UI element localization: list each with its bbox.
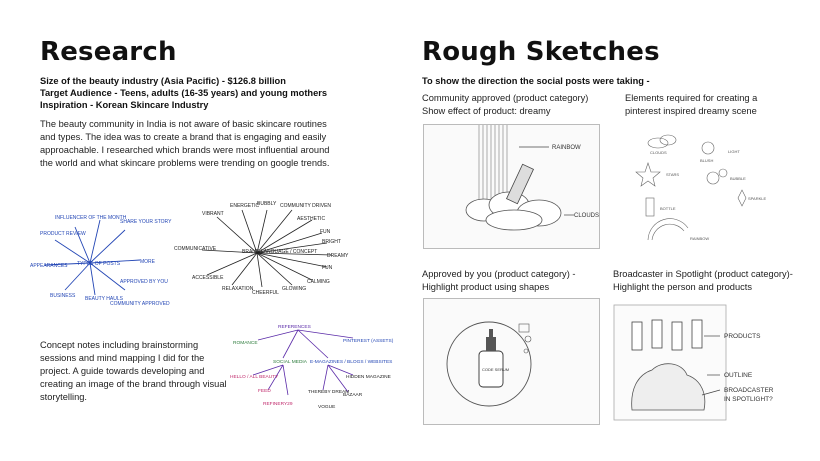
mindmap3-node: REFINERY29 — [263, 402, 293, 407]
mindmap3-node: ROMANCE — [233, 341, 258, 346]
clouds-label: CLOUDS — [574, 213, 600, 219]
mindmap2-node: COMMUNITY DRIVEN — [280, 203, 332, 209]
mindmap1-node: APPROVED BY YOU — [120, 279, 168, 285]
mindmap-references — [228, 320, 394, 410]
mindmap3-node: SOCIAL MEDIA — [273, 360, 307, 365]
mindmap2-node: ACCESSIBLE — [192, 275, 224, 281]
sketch-3-caption: Approved by you (product category) - Highlight product using shapes — [422, 269, 576, 292]
mindmap3-node: THEREBY DREAM — [308, 390, 350, 395]
research-intro: The beauty community in India is not aware of basic skincare routines and types. The idea was to create a brand that is engaging and easily approachable. I researched which brands were most influential around the world and what skincare problems were trending on google trends. — [40, 119, 330, 168]
svg-text:CLOUDS: CLOUDS — [650, 150, 667, 155]
mindmap3-node: HELLO / ALL BEAUTY — [230, 375, 279, 380]
sketch-broadcaster — [612, 300, 812, 425]
mindmap3-center: REFERENCES — [278, 325, 311, 330]
mindmap3-node: E-MAGAZINES / BLOGS / WEBSITES — [310, 360, 393, 365]
mindmap2-node: FUN — [320, 229, 331, 235]
sketches-title: Rough Sketches — [422, 37, 660, 67]
mindmap2-node: CHEERFUL — [252, 290, 279, 296]
outline-label: OUTLINE — [724, 372, 753, 379]
mindmap1-node: BEAUTY HAULS — [85, 296, 123, 302]
mindmap1-node: INFLUENCER OF THE MONTH — [55, 215, 127, 221]
mindmap2-center: BRAND LANGUAGE / CONCEPT — [242, 249, 318, 255]
research-title: Research — [40, 37, 177, 67]
sketch-4-caption: Broadcaster in Spotlight (product category)- Highlight the person and products — [613, 269, 793, 292]
fact-inspiration: Inspiration - Korean Skincare Industry — [40, 100, 209, 110]
mindmap2-node: DREAMY — [327, 253, 349, 259]
mindmap3-node: PINTEREST (ASSETS) — [343, 339, 394, 344]
products-label: PRODUCTS — [724, 333, 761, 340]
mindmap3-node: FEED — [258, 389, 271, 394]
mindmap-brand-language — [172, 195, 347, 305]
mindmap1-center: TYPES OF POSTS — [77, 261, 121, 267]
rainbow-label: RAINBOW — [552, 145, 581, 151]
svg-text:LIGHT: LIGHT — [728, 149, 740, 154]
research-facts — [40, 75, 380, 111]
mindmap3-node: VOGUE — [318, 405, 336, 410]
svg-text:STARS: STARS — [666, 172, 680, 177]
mindmap3-node: BAZAAR — [343, 393, 363, 398]
mindmap-types-of-posts — [30, 205, 170, 315]
mindmap2-node: GLOWING — [282, 286, 307, 292]
sketches-subtitle: To show the direction the social posts were taking - — [422, 76, 650, 86]
mindmap1-node: MORE — [140, 259, 155, 265]
mindmap2-node: COMMUNICATIVE — [174, 246, 217, 252]
mindmap1-node: PRODUCT REVIEW — [40, 231, 86, 237]
mindmap1-node: COMMUNITY APPROVED — [110, 301, 170, 307]
spotlight-label: IN SPOTLIGHT? — [724, 396, 773, 403]
mindmap2-node: RELAXATION — [222, 286, 254, 292]
sketch-approved-by-you — [423, 298, 600, 425]
concept-notes: Concept notes including brainstorming sessions and mind mapping I did for the project. A guide towards developing and creating an image of the brand through visual storytelling. — [40, 340, 227, 402]
mindmap2-node: AESTHETIC — [297, 216, 326, 222]
mindmap1-node: BUSINESS — [50, 293, 76, 299]
fact-target-audience: Target Audience - Teens, adults (16-35 years) and young mothers — [40, 88, 328, 98]
svg-text:BUBBLE: BUBBLE — [730, 176, 746, 181]
sketch-1-caption: Community approved (product category) Show effect of product: dreamy — [422, 93, 589, 116]
mindmap2-node: BUBBLY — [257, 201, 277, 207]
bottle-label: CODE SERUM — [482, 367, 510, 372]
svg-text:RAINBOW: RAINBOW — [690, 236, 710, 241]
mindmap2-node: ENERGETIC — [230, 203, 260, 209]
broadcaster-label: BROADCASTER — [724, 387, 774, 394]
mindmap2-node: VIBRANT — [202, 211, 224, 217]
sketch-2-caption: Elements required for creating a pinterest inspired dreamy scene — [625, 93, 758, 116]
mindmap2-node: FUN — [322, 265, 333, 271]
sketch-community-approved — [423, 124, 600, 249]
svg-text:BLUSH: BLUSH — [700, 158, 714, 163]
mindmap1-node: APPEARANCES — [30, 263, 68, 269]
mindmap3-node: HIDDEN MAGAZINE — [346, 375, 391, 380]
svg-text:BOTTLE: BOTTLE — [660, 206, 676, 211]
mindmap2-node: CALMING — [307, 279, 330, 285]
mindmap2-node: BRIGHT — [322, 239, 341, 245]
mindmap1-node: SHARE YOUR STORY — [120, 219, 172, 225]
fact-industry-size: Size of the beauty industry (Asia Pacific) - $126.8 billion — [40, 76, 286, 86]
sketch-elements — [628, 128, 793, 248]
svg-text:SPARKLE: SPARKLE — [748, 196, 767, 201]
